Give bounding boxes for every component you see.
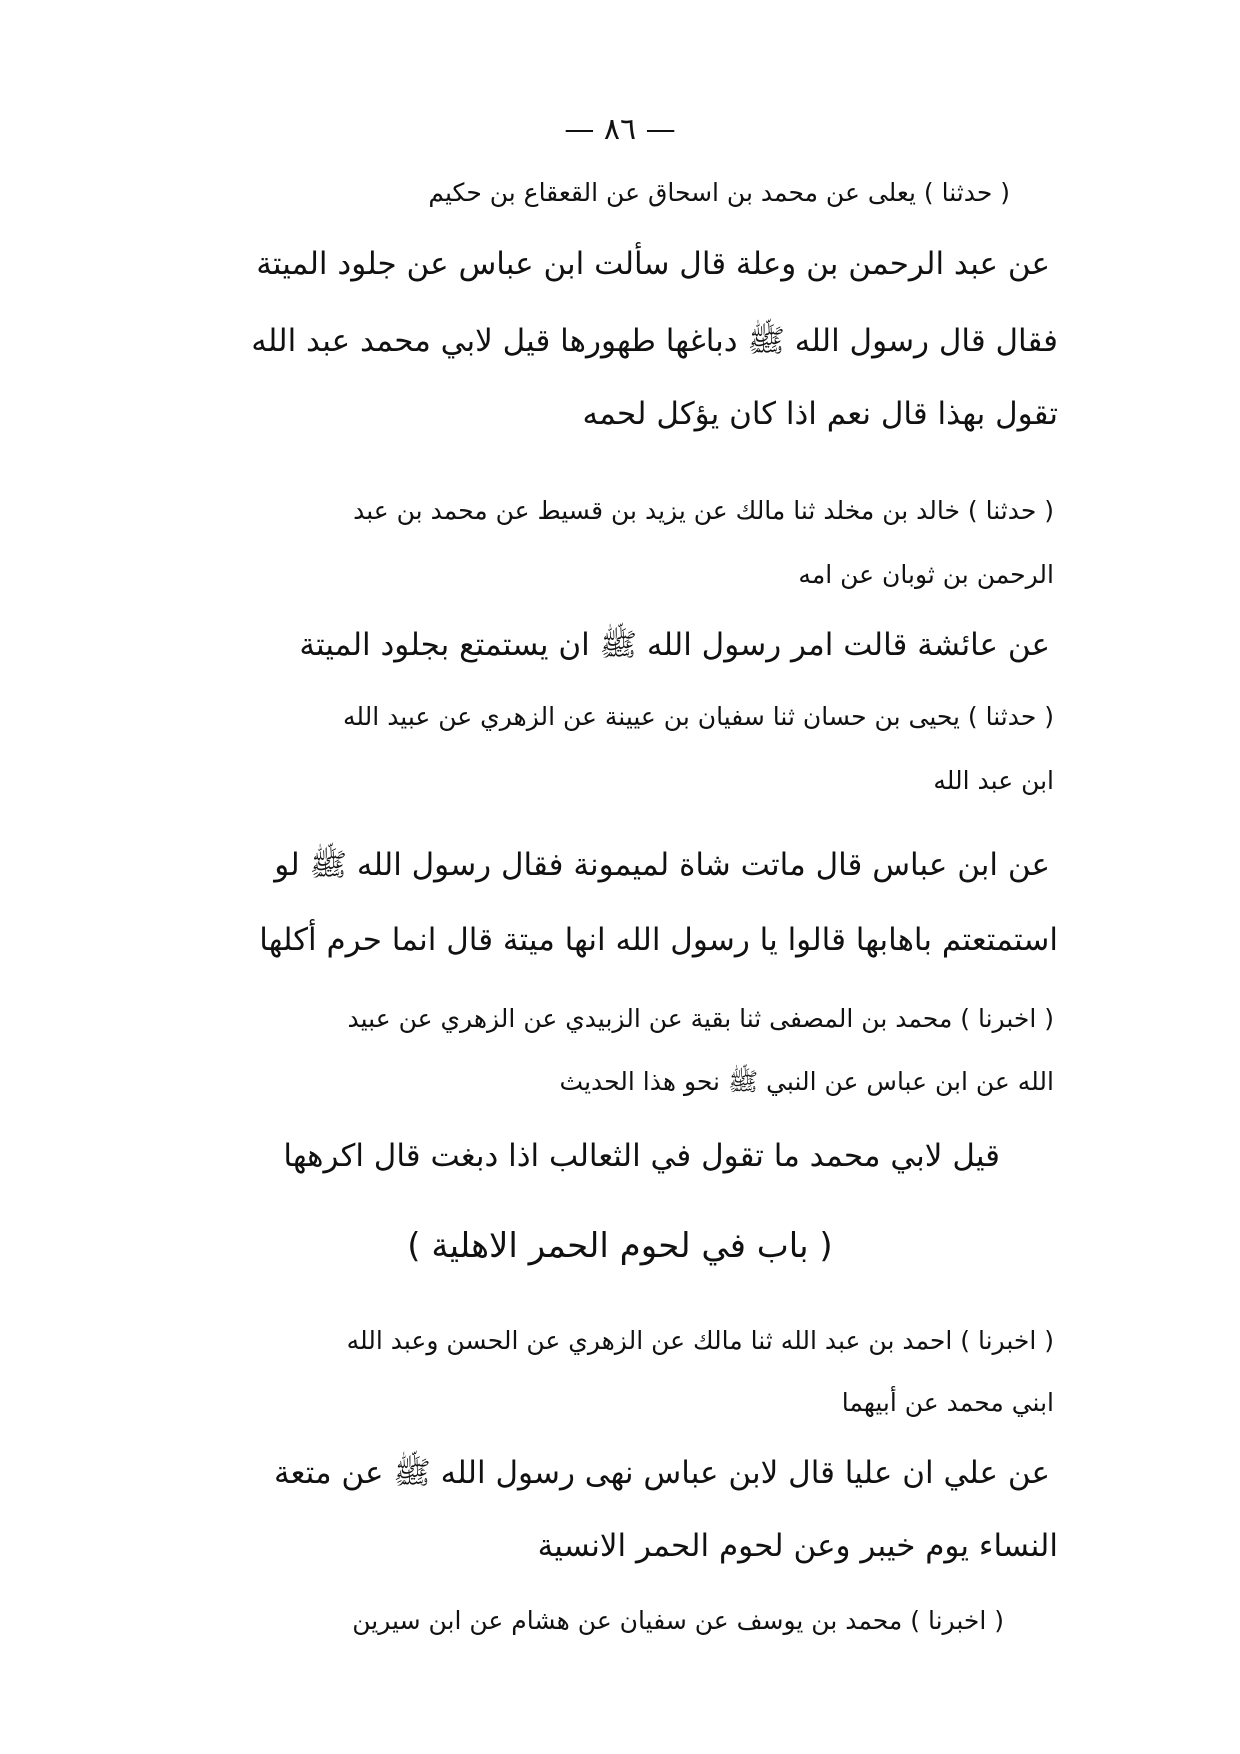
isnad-line-6: ( اخبرنا ) محمد بن يوسف عن سفيان عن هشام عن ابن سيرين xyxy=(352,1606,1004,1635)
isnad-line-3: ( حدثنا ) يحيى بن حسان ثنا سفيان بن عيينة عن الزهري عن عبيد الله xyxy=(343,702,1054,731)
isnad-line-2b: الرحمن بن ثوبان عن امه xyxy=(798,560,1054,589)
matn-line-2: فقال قال رسول الله ﷺ دباغها طهورها قيل لابي محمد عبد الله xyxy=(251,323,1058,359)
matn-line-7: قيل لابي محمد ما تقول في الثعالب اذا دبغت قال اكرهها xyxy=(283,1138,1000,1174)
isnad-line-3b: ابن عبد الله xyxy=(933,766,1054,795)
isnad-line-1: ( حدثنا ) يعلى عن محمد بن اسحاق عن القعقاع بن حكيم xyxy=(428,178,1010,207)
matn-line-4: عن عائشة قالت امر رسول الله ﷺ ان يستمتع بجلود الميتة xyxy=(299,627,1050,663)
chapter-heading: ( باب في لحوم الحمر الاهلية ) xyxy=(407,1226,833,1266)
isnad-line-5: ( اخبرنا ) احمد بن عبد الله ثنا مالك عن الزهري عن الحسن وعبد الله xyxy=(346,1326,1054,1355)
isnad-line-2: ( حدثنا ) خالد بن مخلد ثنا مالك عن يزيد بن قسيط عن محمد بن عبد xyxy=(353,496,1054,525)
matn-line-5: عن ابن عباس قال ماتت شاة لميمونة فقال رسول الله ﷺ لو xyxy=(274,847,1050,883)
page-number: — ٨٦ — xyxy=(564,112,676,147)
matn-line-1: عن عبد الرحمن بن وعلة قال سألت ابن عباس عن جلود الميتة xyxy=(256,246,1050,282)
isnad-line-5b: ابني محمد عن أبيهما xyxy=(841,1388,1054,1417)
matn-line-6: استمتعتم باهابها قالوا يا رسول الله انها ميتة قال انما حرم أكلها xyxy=(259,922,1058,958)
isnad-line-4: ( اخبرنا ) محمد بن المصفى ثنا بقية عن الزبيدي عن الزهري عن عبيد xyxy=(347,1004,1054,1033)
isnad-line-4b: الله عن ابن عباس عن النبي ﷺ نحو هذا الحديث xyxy=(559,1067,1054,1096)
matn-line-3: تقول بهذا قال نعم اذا كان يؤكل لحمه xyxy=(582,396,1058,432)
matn-line-9: النساء يوم خيبر وعن لحوم الحمر الانسية xyxy=(537,1528,1058,1564)
matn-line-8: عن علي ان عليا قال لابن عباس نهى رسول الله ﷺ عن متعة xyxy=(274,1455,1050,1491)
